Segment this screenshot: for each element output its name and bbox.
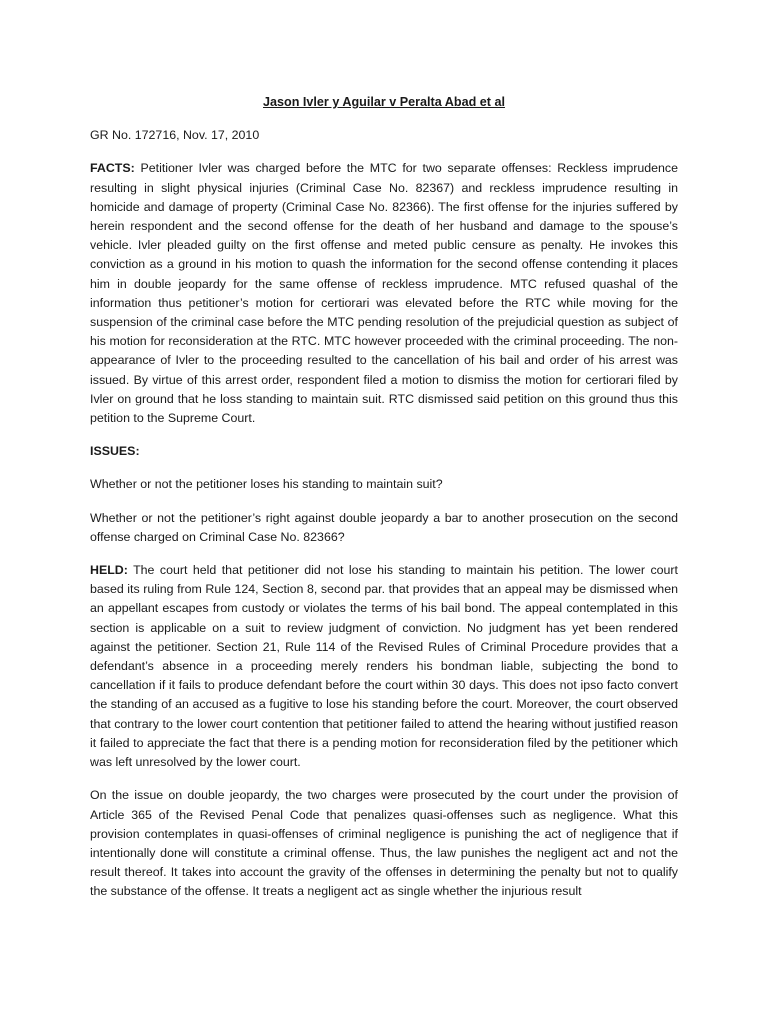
issue-2: Whether or not the petitioner’s right against double jeopardy a bar to another prosecution on the second offense charged on Criminal Case No. 82366?: [90, 510, 678, 544]
facts-paragraph: [90, 159, 678, 428]
case-gr-number: GR No. 172716, Nov. 17, 2010: [90, 128, 260, 143]
held-label: HELD:: [90, 563, 128, 578]
document-body: [90, 93, 678, 916]
issue-1: Whether or not the petitioner loses his standing to maintain suit?: [90, 477, 443, 492]
facts-text: Petitioner Ivler was charged before the MTC for two separate offenses: Reckless imprudence resulting in slight physical injuries (Criminal Case No. 82367) and reckless imprudence resulting in homicide and damage of property (Criminal Case No. 82366). The first offense for the injuries suffered by herein respondent and the second offense for the death of her husband and damage to the spouse’s vehicle. Ivler pleaded guilty on the first offense and meted public censure as penalty. He invokes this conviction as a ground in his motion to quash the information for the second offense contending it places him in double jeopardy for the same offense of reckless imprudence. MTC refused quashal of the information thus petitioner’s motion for certiorari was elevated before the RTC while moving for the suspension of the criminal case before the MTC pending resolution of the prejudicial question as subject of his motion for reconsideration at the RTC. MTC however proceeded with the criminal proceeding. The non-appearance of Ivler to the proceeding resulted to the cancellation of his bail and order of his arrest was issued. By virtue of this arrest order, respondent filed a motion to dismiss the motion for certiorari filed by Ivler on ground that he loss standing to maintain suit. RTC dismissed said petition on this ground thus this petition to the Supreme Court.: [90, 161, 678, 426]
held-text: The court held that petitioner did not lose his standing to maintain his petition. The lower court based its ruling from Rule 124, Section 8, second par. that provides that an appeal may be dismissed when an appellant escapes from custody or violates the terms of his bail bond. The appeal contemplated in this section is applicable on a suit to review judgment of conviction. No judgment has yet been rendered against the petitioner. Section 21, Rule 114 of the Revised Rules of Criminal Procedure provides that a defendant’s absence in a proceeding merely renders his bondman liable, subjecting the bond to cancellation if it fails to produce defendant before the court within 30 days. This does not ipso facto convert the standing of an accused as a fugitive to lose his standing before the court. Moreover, the court observed that contrary to the lower court contention that petitioner failed to attend the hearing without justified reason it failed to appreciate the fact that there is a pending motion for reconsideration filed by the petitioner which was left unresolved by the lower court.: [90, 563, 678, 770]
issues-heading: ISSUES:: [90, 444, 140, 459]
double-jeopardy-paragraph: On the issue on double jeopardy, the two charges were prosecuted by the court under the provision of Article 365 of the Revised Penal Code that penalizes quasi-offenses such as negligence. What this provision contemplates in quasi-offenses of criminal negligence is punishing the act of negligence that if intentionally done will constitute a criminal offense. Thus, the law punishes the negligent act and not the result thereof. It takes into account the gravity of the offenses in determining the penalty but not to qualify the substance of the offense. It treats a negligent act as single whether the injurious result: [90, 788, 678, 899]
case-title: Jason Ivler y Aguilar v Peralta Abad et al: [263, 95, 505, 109]
facts-label: FACTS:: [90, 161, 135, 176]
held-paragraph: [90, 561, 678, 772]
